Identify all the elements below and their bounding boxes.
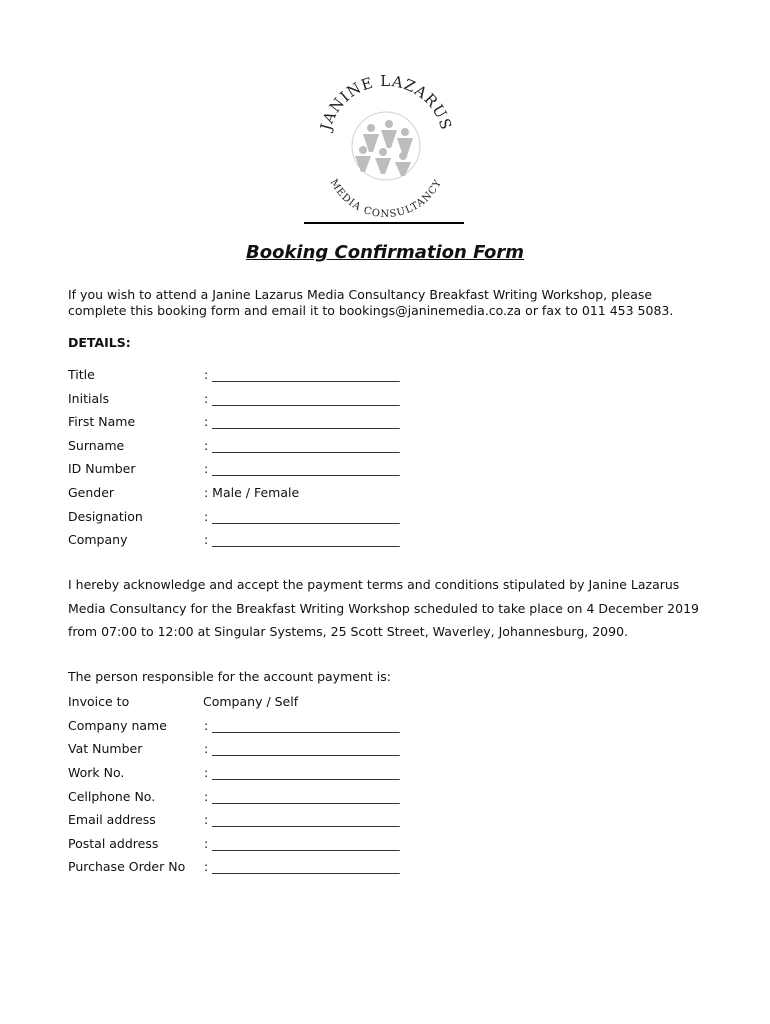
- field-blank[interactable]: : ______________________________: [204, 812, 400, 827]
- field-purchase-order-no[interactable]: [68, 859, 708, 877]
- janine-lazarus-logo: [311, 68, 461, 218]
- field-cellphone-no[interactable]: [68, 789, 708, 807]
- gender-options[interactable]: : Male / Female: [204, 485, 300, 500]
- field-blank[interactable]: : ______________________________: [204, 438, 400, 453]
- field-label: Designation: [68, 509, 143, 524]
- field-label: ID Number: [68, 461, 136, 476]
- field-label: Email address: [68, 812, 156, 827]
- field-blank[interactable]: : ______________________________: [204, 836, 400, 851]
- field-first-name[interactable]: [68, 414, 708, 432]
- field-company[interactable]: [68, 532, 708, 550]
- account-intro: The person responsible for the account payment is:: [68, 669, 391, 684]
- logo-divider: [304, 222, 464, 224]
- field-label: Work No.: [68, 765, 125, 780]
- logo-sub-text: MEDIA CONSULTANCY: [327, 177, 445, 218]
- field-company-name[interactable]: [68, 718, 708, 736]
- field-designation[interactable]: [68, 509, 708, 527]
- field-label: Company: [68, 532, 128, 547]
- field-blank[interactable]: : ______________________________: [204, 741, 400, 756]
- page-title: Booking Confirmation Form: [245, 242, 524, 263]
- field-label: Cellphone No.: [68, 789, 156, 804]
- field-blank[interactable]: : ______________________________: [204, 718, 400, 733]
- field-work-no[interactable]: [68, 765, 708, 783]
- field-label: First Name: [68, 414, 136, 429]
- field-label: Initials: [68, 391, 110, 406]
- field-initials[interactable]: [68, 391, 708, 409]
- field-title[interactable]: [68, 367, 708, 385]
- field-gender[interactable]: [68, 485, 708, 503]
- figures-globe-icon: [352, 112, 420, 180]
- field-label: Purchase Order No: [68, 859, 186, 874]
- field-label: Gender: [68, 485, 115, 500]
- field-blank[interactable]: : ______________________________: [204, 391, 400, 406]
- field-label: Title: [68, 367, 95, 382]
- details-heading: DETAILS:: [68, 335, 131, 350]
- field-label: Invoice to: [68, 694, 130, 709]
- field-blank[interactable]: : ______________________________: [204, 461, 400, 476]
- field-email-address[interactable]: [68, 812, 708, 830]
- field-blank[interactable]: : ______________________________: [204, 367, 400, 382]
- invoice-options[interactable]: Company / Self: [203, 694, 299, 709]
- acknowledgement-paragraph: I hereby acknowledge and accept the payment terms and conditions stipulated by Janine Lazarus Media Consultancy for the Breakfast Writing Workshop scheduled to take place on 4 December 2019 from 07:00 to 12:00 at Singular Systems, 25 Scott Street, Waverley, Johannesburg, 2090.: [68, 577, 699, 639]
- field-label: Surname: [68, 438, 125, 453]
- field-label: Postal address: [68, 836, 159, 851]
- field-invoice-to[interactable]: [68, 694, 708, 712]
- field-blank[interactable]: : ______________________________: [204, 789, 400, 804]
- field-blank[interactable]: : ______________________________: [204, 532, 400, 547]
- field-label: Vat Number: [68, 741, 143, 756]
- intro-paragraph: If you wish to attend a Janine Lazarus Media Consultancy Breakfast Writing Workshop, please complete this booking form and email it to bookings@janinemedia.co.za or fax to 011 453 5083.: [68, 287, 674, 318]
- field-blank[interactable]: : ______________________________: [204, 765, 400, 780]
- logo-name-text: JANINE LAZARUS: [316, 71, 456, 133]
- field-surname[interactable]: [68, 438, 708, 456]
- field-id-number[interactable]: [68, 461, 708, 479]
- field-blank[interactable]: : ______________________________: [204, 509, 400, 524]
- field-blank[interactable]: : ______________________________: [204, 859, 400, 874]
- field-postal-address[interactable]: [68, 836, 708, 854]
- field-label: Company name: [68, 718, 167, 733]
- field-blank[interactable]: : ______________________________: [204, 414, 400, 429]
- field-vat-number[interactable]: [68, 741, 708, 759]
